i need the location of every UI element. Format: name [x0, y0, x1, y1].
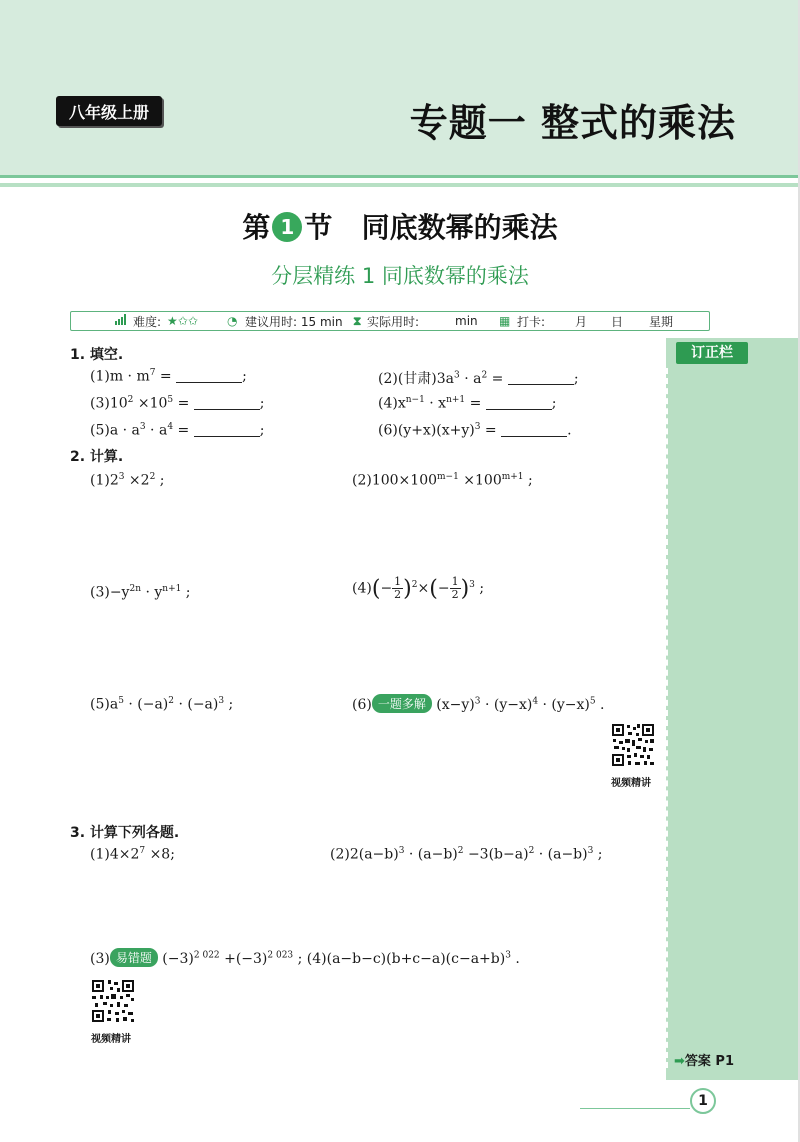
q2-i3-mid: · y — [141, 584, 163, 601]
q2-i6-exp1: 3 — [474, 696, 481, 707]
q2-i4-exp1: 2 — [411, 579, 418, 590]
q3-i1-exp1: 7 — [139, 846, 146, 856]
answer-blank[interactable] — [486, 396, 552, 410]
q1-i5-mid: · a — [145, 422, 168, 439]
section-prefix: 第 — [242, 211, 271, 244]
suggested-time: 建议用时: 15 min — [245, 314, 343, 329]
q2-i2-text: (2)100×100 — [352, 472, 438, 489]
q3-i3-body: (−3) — [157, 951, 194, 967]
sub-title: 分层精练 1 同底数幂的乘法 — [271, 264, 529, 288]
q3-i1-tail: ×8; — [145, 846, 175, 863]
q1-i4-text: (4)x — [378, 395, 406, 412]
answer-reference — [674, 1050, 734, 1069]
q3-i2-exp3: 2 — [528, 846, 535, 856]
hourglass-icon: ⧗ — [353, 313, 362, 328]
answer-blank[interactable] — [176, 369, 242, 383]
q1-i6-text: (6)(y+x)(x+y) — [378, 422, 475, 439]
multi-solution-tag: 一题多解 — [372, 694, 432, 713]
actual-time-label: 实际用时: — [367, 314, 420, 329]
q3-i2-exp1: 3 — [398, 846, 405, 856]
q3-i3-tail: ; — [293, 951, 307, 967]
fraction — [450, 576, 461, 601]
section-suffix: 节 — [304, 211, 333, 244]
q2-i6-body: (x−y) — [431, 697, 475, 713]
q3-i2-tail: ; — [593, 846, 603, 863]
q2-i4-tail: ; — [474, 580, 485, 597]
q1-i5-exp2: 4 — [167, 422, 174, 432]
checkin-label: 打卡: — [517, 314, 546, 329]
answer-blank[interactable] — [508, 371, 574, 385]
paren-close: ) — [403, 576, 412, 602]
q3-item-2 — [330, 846, 603, 863]
q3-i2-text: (2)2(a−b) — [330, 846, 399, 863]
q1-i1-text: (1)m · m — [90, 368, 150, 385]
q3-i1-text: (1)4×2 — [90, 846, 140, 863]
q2-i1-mid: ×2 — [124, 472, 150, 489]
fraction-numerator: 1 — [451, 575, 459, 588]
q1-i2-exp1: 3 — [454, 370, 460, 381]
q1-i4-exp1: n−1 — [405, 395, 425, 405]
q2-item-5 — [90, 696, 233, 713]
q1-i3-exp1: 2 — [127, 395, 134, 405]
q3-i3-mid: +(−3) — [219, 951, 268, 967]
q2-i3-exp2: n+1 — [162, 584, 182, 594]
topic-title: 专题一 整式的乘法 — [409, 101, 736, 145]
qr-code-icon[interactable] — [90, 978, 136, 1024]
grade-tag: 八年级上册 — [56, 96, 162, 126]
q1-item-1: $(1)m \cdot m^7$ = ; — [90, 368, 247, 385]
q2-i5-exp3: 3 — [218, 696, 225, 706]
q3-heading: 3. 计算下列各题. — [70, 825, 180, 841]
difficulty-stars: ★✩✩ — [167, 314, 198, 328]
q3-i2-exp2: 2 — [457, 846, 464, 856]
section-title — [0, 206, 800, 246]
q1-i4-mid: · x — [424, 395, 447, 412]
correction-column — [666, 338, 798, 1080]
q2-i2-tail: ; — [523, 472, 533, 489]
q2-i5-exp1: 5 — [118, 696, 124, 706]
q1-item-5: $(5)a \cdot a^3 \cdot a^4$ = ; — [90, 422, 265, 439]
q2-i1-exp1: 3 — [118, 472, 125, 482]
q1-i6-tail: = — [480, 422, 497, 439]
q2-i3-text: (3)−y — [90, 584, 130, 601]
q2-i6-text: (6) — [352, 697, 372, 713]
q1-i3-exp2: 5 — [167, 395, 174, 405]
q3-item-3 — [90, 948, 520, 967]
q1-i3-text: (3)10 — [90, 395, 128, 412]
q2-i3-tail: ; — [181, 584, 191, 601]
q2-i1-text: (1)2 — [90, 472, 119, 489]
q1-i1-tail: = — [155, 368, 172, 385]
paren-close: ) — [460, 576, 470, 602]
info-bar — [70, 311, 710, 331]
answer-blank[interactable] — [194, 423, 260, 437]
paren-open: ( — [371, 576, 381, 602]
qr-code-icon[interactable] — [610, 722, 656, 768]
arrow-right-icon: ➡ — [674, 1054, 685, 1069]
q2-heading: 2. 计算. — [70, 449, 124, 465]
q2-i4-exp2: 3 — [469, 579, 475, 590]
correction-title: 订正栏 — [676, 342, 748, 364]
q3-i2-exp4: 3 — [587, 846, 594, 856]
q1-i5-text: (5)a · a — [90, 422, 140, 439]
fraction-denominator: 2 — [394, 588, 402, 601]
fraction-denominator: 2 — [451, 588, 459, 601]
fraction — [392, 576, 403, 601]
q2-i6-exp3: 5 — [589, 696, 596, 707]
day-label: 日 — [611, 314, 624, 329]
q2-i2-exp2: m+1 — [501, 472, 524, 482]
q1-i2-exp2: 2 — [481, 370, 488, 381]
q3-i4-text: (4)(a−b−c)(b+c−a)(c−a+b) — [306, 951, 506, 967]
q2-i6-mid1: · (y−x) — [480, 697, 533, 713]
q1-item-2: (2)(甘肃)$3a^3 \cdot a^2$ = ; — [378, 370, 579, 387]
answer-blank[interactable] — [501, 423, 567, 437]
q1-i4-tail: = — [465, 395, 482, 412]
q2-i4-text: (4) — [352, 580, 372, 597]
weekday-label: 星期 — [649, 314, 674, 329]
page-number: 1 — [690, 1088, 716, 1114]
answer-blank[interactable] — [194, 396, 260, 410]
page-rule — [580, 1108, 690, 1109]
q1-item-6: $(6)(y+x)(x+y)^3$ = . — [378, 422, 572, 439]
section-number-badge: 1 — [272, 212, 302, 242]
q3-i4-tail: . — [510, 951, 520, 967]
q2-item-3 — [90, 584, 191, 601]
month-label: 月 — [575, 314, 588, 329]
q2-i6-exp2: 4 — [532, 696, 539, 707]
paren-open: ( — [429, 576, 438, 602]
q3-i2-mid1: · (a−b) — [404, 846, 458, 863]
difficulty-label: 难度: — [133, 314, 162, 329]
q2-i5-mid2: · (−a) — [174, 696, 219, 713]
q3-i3-exp2: 2 023 — [267, 950, 294, 961]
q1-i4-exp2: n+1 — [446, 395, 466, 405]
q1-i3-tail: = — [173, 395, 190, 412]
error-prone-tag: 易错题 — [110, 948, 158, 967]
q3-i3-exp1: 2 022 — [193, 950, 220, 961]
q2-i5-tail: ; — [224, 696, 234, 713]
q1-i6-exp1: 3 — [474, 422, 481, 432]
q3-i4-exp1: 3 — [505, 950, 511, 961]
q1-heading: 1. 填空. — [70, 347, 124, 363]
q1-item-4: $(4)x^{n-1} \cdot x^{n+1}$ = ; — [378, 395, 557, 412]
q3-i2-mid3: · (a−b) — [534, 846, 588, 863]
q1-i2-mid: · a — [459, 371, 482, 387]
q1-i5-tail: = — [173, 422, 190, 439]
q2-i1-tail: ; — [155, 472, 165, 489]
actual-time-unit: min — [455, 314, 478, 328]
clock-icon: ◔ — [227, 314, 238, 328]
q2-i3-exp1: 2n — [129, 584, 142, 594]
q2-item-4: (4)(− $\frac{1}{2}$ )$^2$×(− $\frac{1}{2}$ )$^3$ ; — [352, 575, 485, 602]
q2-i5-exp2: 2 — [168, 696, 175, 706]
q3-i3-text: (3) — [90, 951, 110, 967]
signal-icon — [115, 314, 127, 328]
q2-i5-text: (5)a — [90, 696, 119, 713]
qr-caption: 视频精讲 — [91, 1034, 131, 1045]
q1-i1-exp: 7 — [149, 368, 156, 378]
q1-i2-text: (2)(甘肃)3a — [378, 371, 455, 387]
q2-i6-mid2: · (y−x) — [538, 697, 590, 713]
q2-item-2 — [352, 472, 533, 489]
q1-i5-exp1: 3 — [139, 422, 146, 432]
q2-item-6 — [352, 694, 605, 713]
answer-ref-text: 答案 P1 — [684, 1054, 735, 1069]
q3-item-1 — [90, 846, 175, 863]
q2-i2-exp1: m−1 — [437, 472, 459, 482]
q2-i2-mid: ×100 — [458, 472, 502, 489]
calendar-icon: ▦ — [499, 314, 511, 328]
q2-i1-exp2: 2 — [149, 472, 156, 482]
header-strip — [0, 183, 800, 187]
fraction-numerator: 1 — [394, 575, 402, 588]
correction-dash — [666, 368, 668, 1068]
q3-i2-mid2: −3(b−a) — [463, 846, 529, 863]
q1-i2-tail: = — [487, 371, 504, 387]
q2-item-1 — [90, 472, 164, 489]
q2-i5-mid1: · (−a) — [123, 696, 169, 713]
qr-caption: 视频精讲 — [611, 778, 651, 789]
header-band — [0, 0, 800, 178]
q1-i3-mid: ×10 — [133, 395, 168, 412]
section-name: 同底数幂的乘法 — [361, 211, 558, 244]
q2-i6-tail: . — [595, 697, 605, 713]
q1-item-3: $(3)10^2 \times 10^5$ = ; — [90, 395, 265, 412]
